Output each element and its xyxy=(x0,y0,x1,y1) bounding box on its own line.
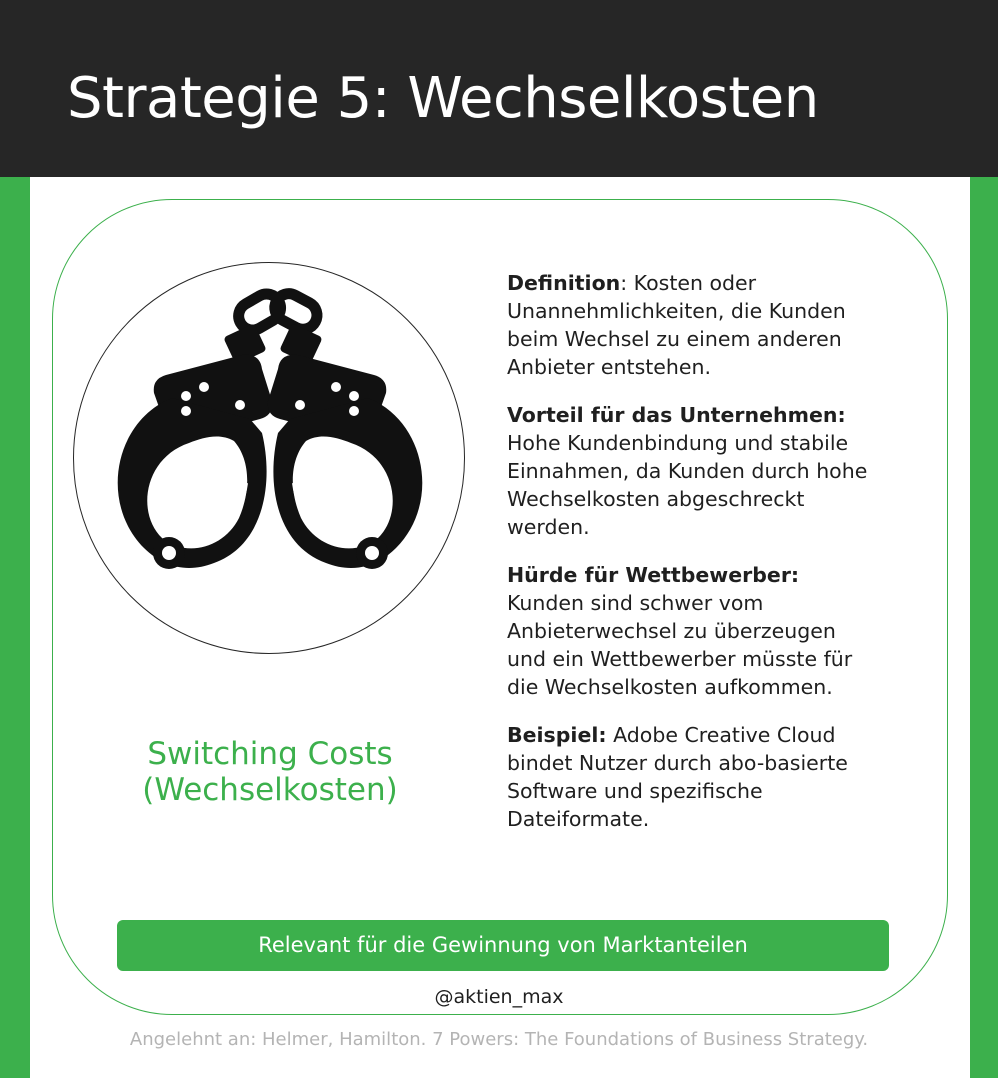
source-note: Angelehnt an: Helmer, Hamilton. 7 Powers: The Foundations of Business Strategy. xyxy=(129,1029,869,1050)
right-accent-bar xyxy=(970,177,998,1078)
advantage-paragraph xyxy=(507,401,879,541)
barrier-label: Hürde für Wettbewerber: xyxy=(507,563,800,587)
caption-line-2: (Wechselkosten) xyxy=(142,772,398,808)
page-title: Strategie 5: Wechselkosten xyxy=(67,66,819,131)
definition-text: : Kosten oder Unannehmlichkeiten, die Kunden beim Wechsel zu einem anderen Anbieter entstehen. xyxy=(507,271,846,379)
example-paragraph xyxy=(507,721,879,833)
caption-line-1: Switching Costs xyxy=(147,736,393,772)
advantage-label: Vorteil für das Unternehmen: xyxy=(507,403,846,427)
author-handle: @aktien_max xyxy=(434,986,564,1008)
example-text: Adobe Creative Cloud bindet Nutzer durch abo-basierte Software und spezifische Dateiformate. xyxy=(507,723,848,831)
header-bar xyxy=(0,0,998,177)
relevance-banner: Relevant für die Gewinnung von Marktanteilen xyxy=(117,920,889,971)
definition-label: Definition xyxy=(507,271,621,295)
example-label: Beispiel: xyxy=(507,723,607,747)
advantage-text: Hohe Kundenbindung und stabile Einnahmen, da Kunden durch hohe Wechselkosten abgeschreckt werden. xyxy=(507,431,868,539)
definition-paragraph xyxy=(507,269,879,381)
barrier-text: Kunden sind schwer vom Anbieterwechsel zu überzeugen und ein Wettbewerber müsste für die Wechselkosten aufkommen. xyxy=(507,591,853,699)
barrier-paragraph xyxy=(507,561,879,701)
handcuffs-icon xyxy=(74,263,466,655)
illustration-circle xyxy=(73,262,465,654)
left-accent-bar xyxy=(0,177,30,1078)
description-column xyxy=(507,269,879,853)
strategy-caption xyxy=(120,736,420,808)
